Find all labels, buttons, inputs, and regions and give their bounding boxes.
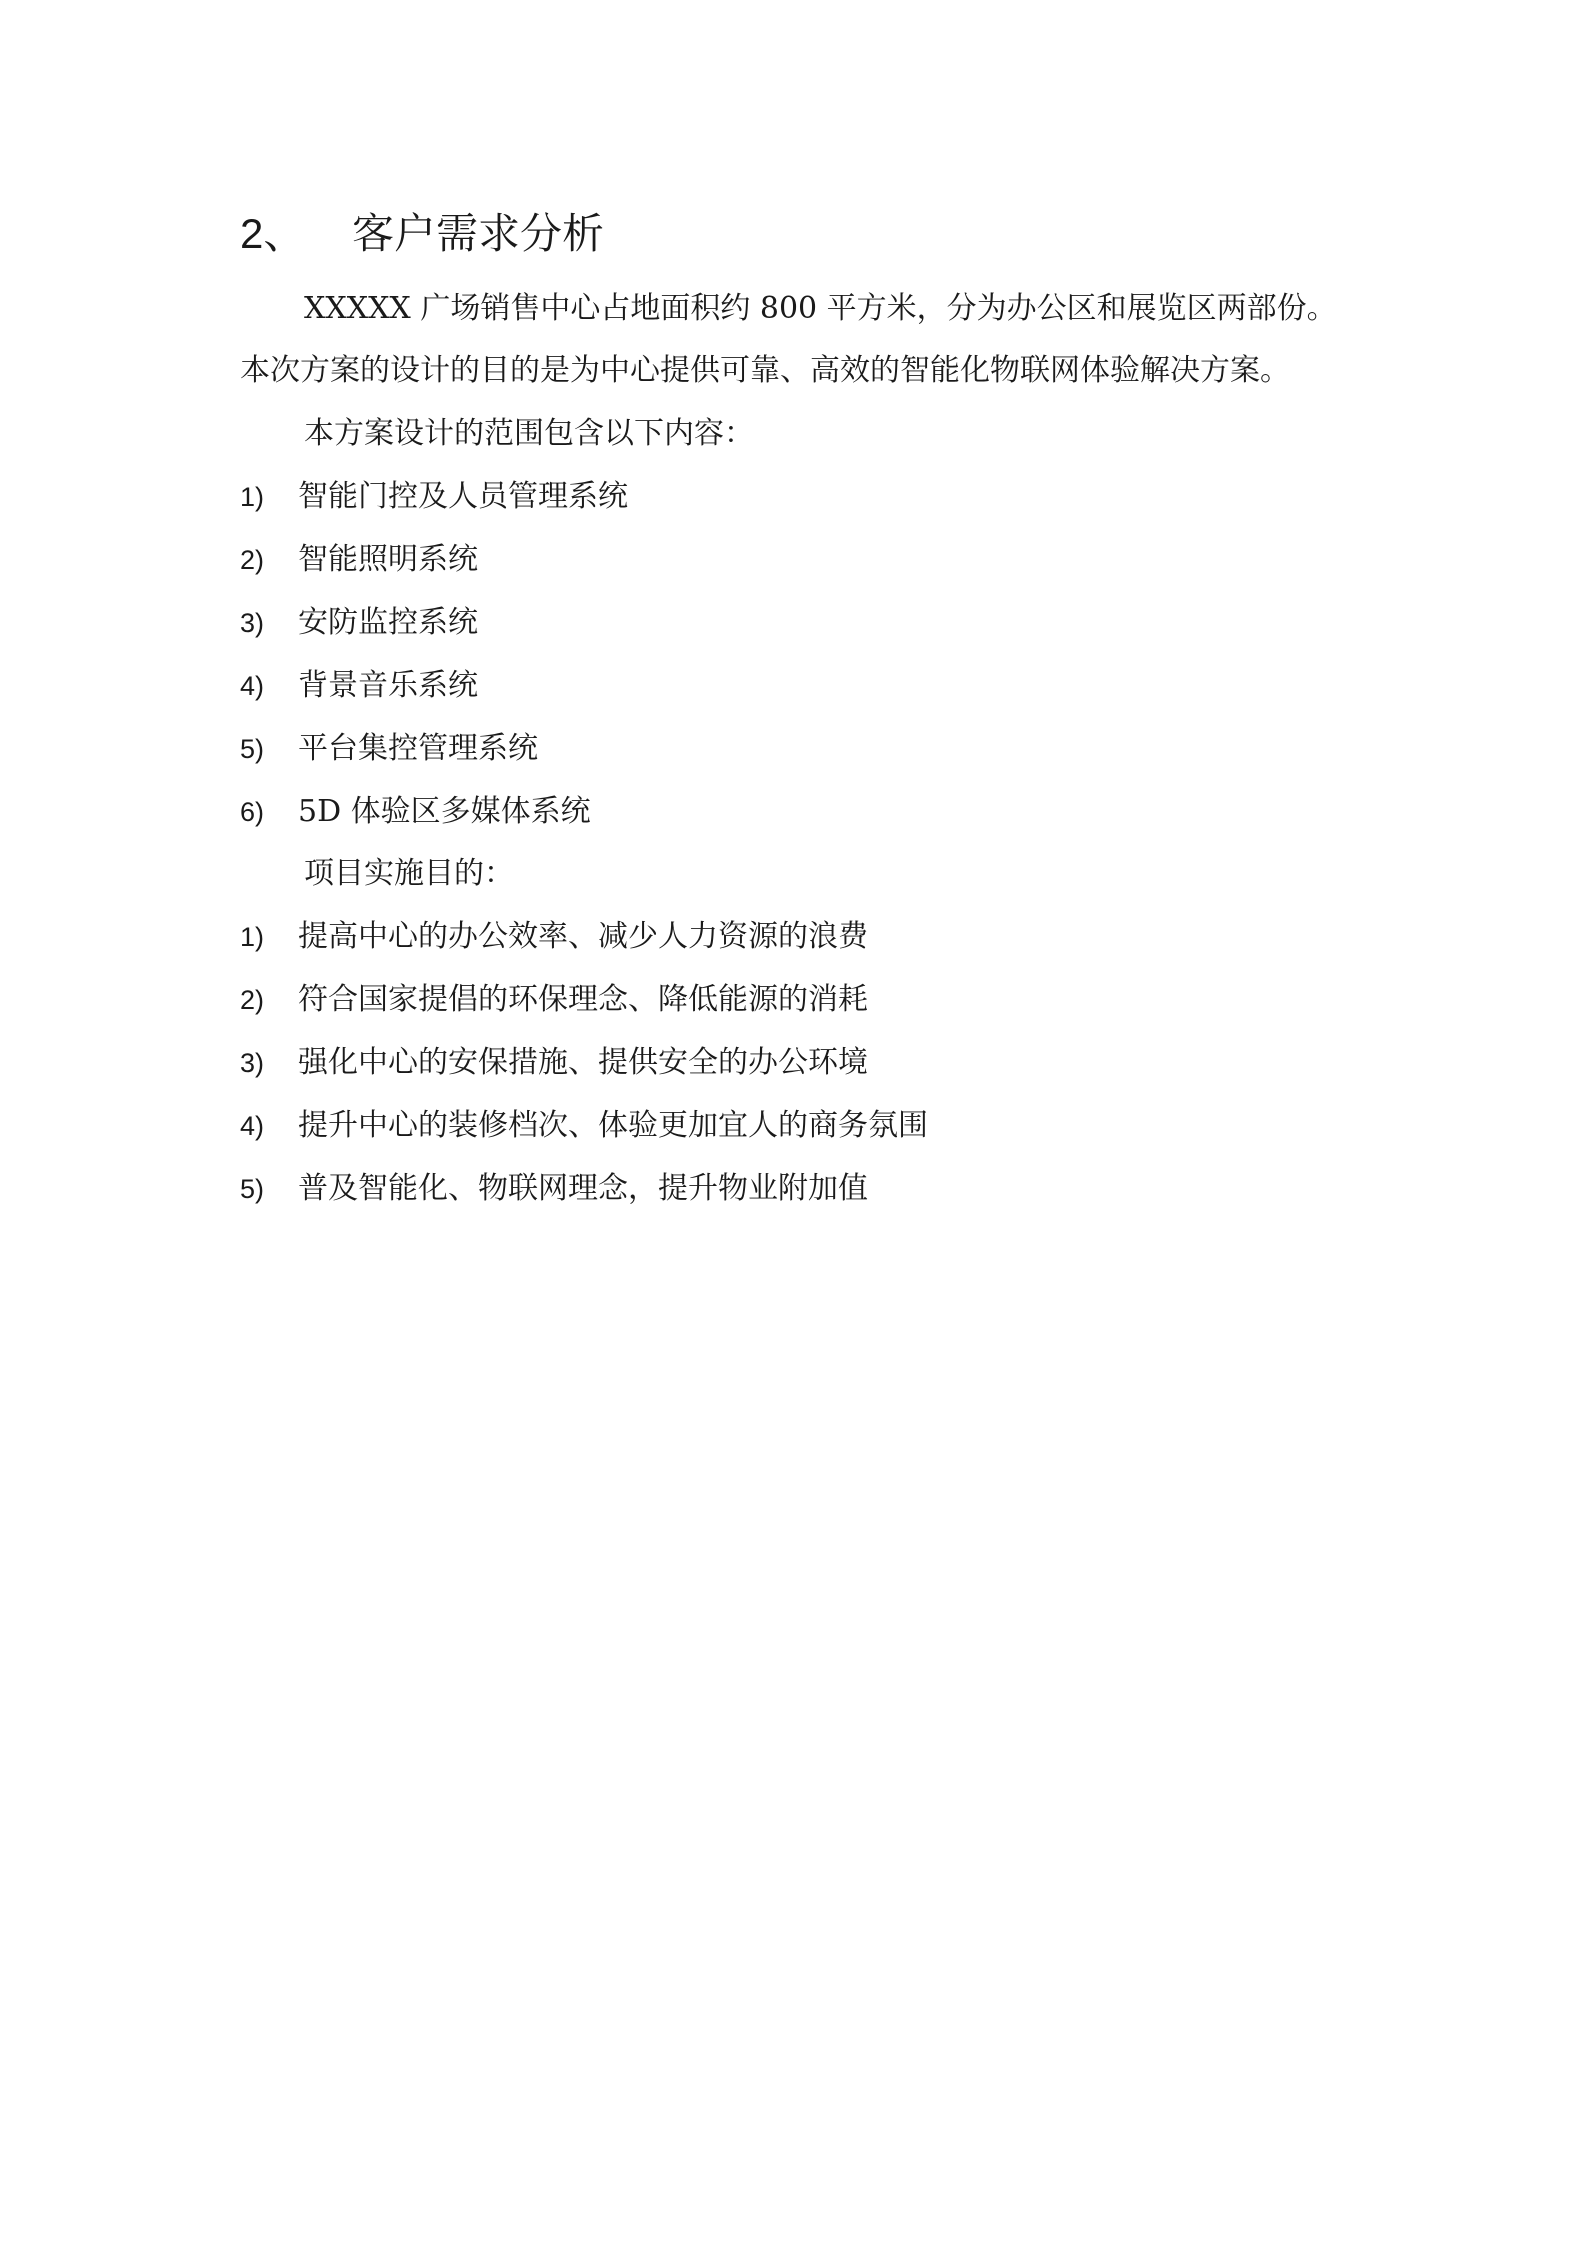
list-marker: 1) <box>240 922 265 952</box>
list-marker: 2) <box>240 985 265 1015</box>
goals-list-item <box>240 1095 928 1157</box>
goals-list-item <box>240 969 868 1031</box>
scope-list-item <box>240 466 628 528</box>
intro-line-2: 本次方案的设计的目的是为中心提供可靠、高效的智能化物联网体验解决方案。 <box>240 353 1290 388</box>
list-item-text: 5D 体验区多媒体系统 <box>298 794 591 829</box>
list-marker: 6) <box>240 797 265 827</box>
goals-list-item <box>240 1158 868 1220</box>
scope-list-item <box>240 529 478 591</box>
section-heading <box>240 204 604 264</box>
goals-lead: 项目实施目的： <box>304 856 514 891</box>
list-item-text: 智能照明系统 <box>298 542 478 577</box>
list-item-text: 智能门控及人员管理系统 <box>298 479 628 514</box>
intro-line-1: XXXXX 广场销售中心占地面积约 800 平方米，分为办公区和展览区两部份。 <box>304 291 1337 326</box>
list-item-text: 背景音乐系统 <box>298 668 478 703</box>
scope-list-item <box>240 655 478 717</box>
list-item-text: 强化中心的安保措施、提供安全的办公环境 <box>298 1045 868 1080</box>
list-marker: 2) <box>240 545 265 575</box>
list-marker: 4) <box>240 671 265 701</box>
goals-list-item <box>240 906 868 968</box>
section-number: 2、 <box>240 210 306 257</box>
list-marker: 3) <box>240 1048 265 1078</box>
scope-list-item <box>240 592 478 654</box>
list-marker: 3) <box>240 608 265 638</box>
list-marker: 1) <box>240 482 265 512</box>
list-marker: 4) <box>240 1111 265 1141</box>
list-marker: 5) <box>240 1174 265 1204</box>
section-title: 客户需求分析 <box>352 209 605 258</box>
scope-list-item <box>240 718 538 780</box>
list-marker: 5) <box>240 734 265 764</box>
list-item-text: 符合国家提倡的环保理念、降低能源的消耗 <box>298 982 868 1017</box>
list-item-text: 普及智能化、物联网理念，提升物业附加值 <box>298 1171 868 1206</box>
scope-list-item <box>240 781 591 843</box>
list-item-text: 平台集控管理系统 <box>298 731 538 766</box>
goals-list-item <box>240 1032 868 1094</box>
list-item-text: 提升中心的装修档次、体验更加宜人的商务氛围 <box>298 1108 928 1143</box>
scope-lead: 本方案设计的范围包含以下内容： <box>304 416 754 451</box>
list-item-text: 安防监控系统 <box>298 605 478 640</box>
list-item-text: 提高中心的办公效率、减少人力资源的浪费 <box>298 919 868 954</box>
